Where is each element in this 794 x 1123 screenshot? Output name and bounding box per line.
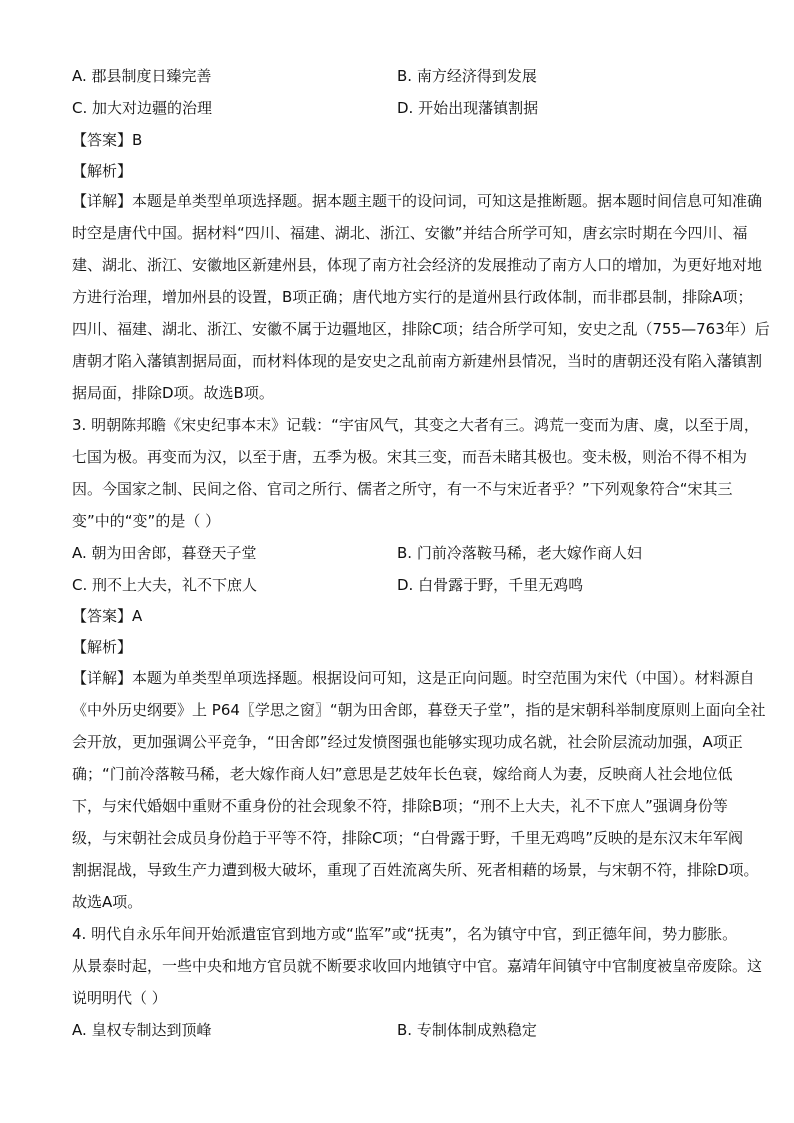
q2-option-a: A. 郡县制度日臻完善 bbox=[72, 67, 212, 85]
q2-option-d: D. 开始出现藩镇割据 bbox=[397, 99, 539, 117]
q3-option-c: C. 刑不上大夫，礼不下庶人 bbox=[72, 576, 258, 594]
q3-detail-line: 故选A项。 bbox=[72, 893, 143, 911]
q3-stem-line: 3. 明朝陈邦瞻《宋史纪事本末》记载：“宇宙风气，其变之大者有三。鸿荒一变而为唐、虞，以至于周， bbox=[72, 416, 759, 434]
q2-option-c: C. 加大对边疆的治理 bbox=[72, 99, 213, 117]
q3-stem-line: 因。今国家之制、民间之俗、官司之所行、儒者之所守，有一不与宋近者乎？”下列观象符合“宋其三 bbox=[72, 480, 733, 498]
q3-answer: 【答案】A bbox=[72, 607, 143, 625]
q3-stem-line: 七国为极。再变而为汉，以至于唐，五季为极。宋其三变，而吾未睹其极也。变未极，则治不得不相为 bbox=[72, 448, 748, 466]
q3-option-d: D. 白骨露于野，千里无鸡鸣 bbox=[397, 576, 584, 594]
q4-option-a: A. 皇权专制达到顶峰 bbox=[72, 1021, 212, 1039]
q3-option-a: A. 朝为田舍郎，暮登天子堂 bbox=[72, 544, 257, 562]
q3-detail-line: 级，与宋朝社会成员身份趋于平等不符，排除C项；“白骨露于野，千里无鸡鸣”反映的是东汉末年军阀 bbox=[72, 829, 744, 847]
q3-detail-line: 会开放，更加强调公平竞争，“田舍郎”经过发愤图强也能够实现功成名就，社会阶层流动加强，A项正 bbox=[72, 733, 743, 751]
q4-stem-line: 说明明代（ ） bbox=[72, 989, 167, 1007]
q2-option-b: B. 南方经济得到发展 bbox=[397, 67, 537, 85]
q3-analysis-label: 【解析】 bbox=[72, 638, 133, 656]
q2-detail-line: 时空是唐代中国。据材料“四川、福建、湖北、浙江、安徽”并结合所学可知，唐玄宗时期在今四川、福 bbox=[72, 224, 748, 242]
q3-detail-line: 确；“门前冷落鞍马稀，老大嫁作商人妇”意思是艺妓年长色衰，嫁给商人为妻，反映商人社会地位低 bbox=[72, 765, 733, 783]
q2-detail-line: 据局面，排除D项。故选B项。 bbox=[72, 384, 274, 402]
q4-stem-line: 从景泰时起，一些中央和地方官员就不断要求收回内地镇守中官。嘉靖年间镇守中官制度被皇帝废除。这 bbox=[72, 957, 763, 975]
q3-option-b: B. 门前冷落鞍马稀，老大嫁作商人妇 bbox=[397, 544, 642, 562]
q2-detail-line: 唐朝才陷入藩镇割据局面，而材料体现的是安史之乱前南方新建州县情况，当时的唐朝还没有陷入藩镇割 bbox=[72, 352, 763, 370]
q4-option-b: B. 专制体制成熟稳定 bbox=[397, 1021, 537, 1039]
q2-detail-line: 四川、福建、湖北、浙江、安徽不属于边疆地区，排除C项；结合所学可知，安史之乱（755—763年）后 bbox=[72, 320, 770, 338]
q2-detail-line: 建、湖北、浙江、安徽地区新建州县，体现了南方社会经济的发展推动了南方人口的增加，为更好地对地 bbox=[72, 256, 763, 274]
q3-detail-line: 下，与宋代婚姻中重财不重身份的社会现象不符，排除B项；“刑不上大夫，礼不下庶人”强调身份等 bbox=[72, 797, 728, 815]
q3-detail-line: 割据混战，导致生产力遭到极大破坏，重现了百姓流离失所、死者相藉的场景，与宋朝不符，排除D项。 bbox=[72, 861, 759, 879]
q2-answer: 【答案】B bbox=[72, 131, 143, 149]
q3-stem-line: 变”中的“变”的是（ ） bbox=[72, 512, 221, 530]
q2-detail-line: 方进行治理，增加州县的设置，B项正确；唐代地方实行的是道州县行政体制，而非郡县制，排除A项； bbox=[72, 288, 753, 306]
q4-stem-line: 4. 明代自永乐年间开始派遣宦官到地方或“监军”或“抚夷”，名为镇守中官，到正德年间，势力膨胀。 bbox=[72, 925, 738, 943]
q3-detail-line: 《中外历史纲要》上 P64〖学思之窗〗“朝为田舍郎，暮登天子堂”，指的是宋朝科举制度原则上面向全社 bbox=[72, 701, 766, 719]
q2-analysis-label: 【解析】 bbox=[72, 162, 133, 180]
q3-detail-line: 【详解】本题为单类型单项选择题。根据设问可知，这是正向问题。时空范围为宋代（中国）。材料源自 bbox=[72, 669, 755, 687]
q2-detail-line: 【详解】本题是单类型单项选择题。据本题主题干的设问词，可知这是推断题。据本题时间信息可知准确 bbox=[72, 192, 763, 210]
